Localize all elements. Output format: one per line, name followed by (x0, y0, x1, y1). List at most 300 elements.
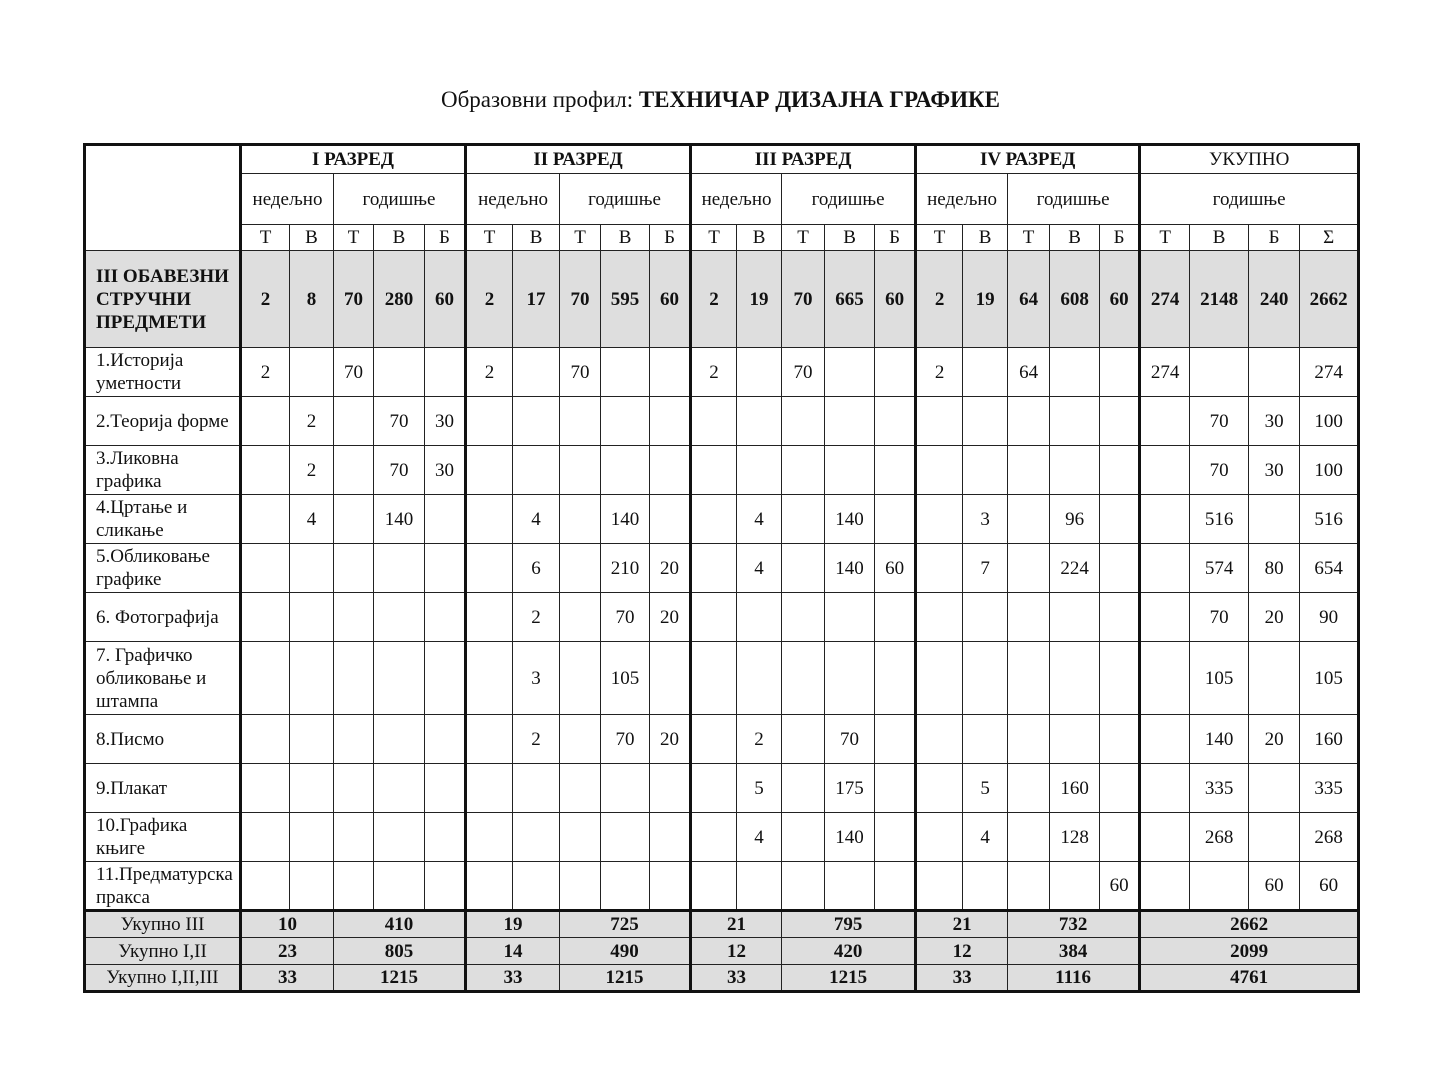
subject-value (334, 813, 374, 862)
section-value: 2 (466, 251, 513, 348)
totals-row (85, 911, 1359, 938)
totals-weekly: 14 (466, 938, 560, 965)
subject-value (466, 862, 513, 911)
subject-value (825, 446, 875, 495)
totals-yearly: 1116 (1008, 965, 1140, 992)
subject-value (1008, 544, 1050, 593)
section-value: 60 (425, 251, 466, 348)
subject-value (560, 593, 601, 642)
subject-value (916, 862, 963, 911)
section-value: 19 (737, 251, 782, 348)
subject-value: 335 (1190, 764, 1249, 813)
subject-value (691, 495, 737, 544)
subject-value: 140 (825, 544, 875, 593)
subject-value: 30 (425, 397, 466, 446)
subject-value (737, 593, 782, 642)
subject-value (241, 764, 290, 813)
yearly-header: годишње (1008, 174, 1140, 225)
subject-value (1249, 642, 1300, 715)
subject-value (737, 862, 782, 911)
subject-value (782, 495, 825, 544)
section-value: 64 (1008, 251, 1050, 348)
subject-value (1008, 495, 1050, 544)
subject-value (1100, 715, 1140, 764)
subject-value (290, 764, 334, 813)
subject-value (1140, 397, 1190, 446)
subject-value (782, 813, 825, 862)
subject-value (1249, 348, 1300, 397)
subject-value (1050, 593, 1100, 642)
subject-value (691, 397, 737, 446)
section-value: 70 (560, 251, 601, 348)
subject-value (1249, 813, 1300, 862)
subject-value (334, 495, 374, 544)
subject-value (916, 593, 963, 642)
subject-value (560, 715, 601, 764)
subject-value: 4 (963, 813, 1008, 862)
column-letter: В (737, 225, 782, 251)
subject-value (737, 348, 782, 397)
subject-value: 70 (1190, 593, 1249, 642)
subject-name: 11.Предматурска пракса (85, 862, 241, 911)
subject-value (1249, 764, 1300, 813)
subject-value: 100 (1300, 446, 1359, 495)
subject-value (1100, 397, 1140, 446)
section-value: 280 (374, 251, 425, 348)
subject-value (1249, 495, 1300, 544)
subject-value: 70 (374, 397, 425, 446)
subject-value (466, 397, 513, 446)
subject-value (374, 348, 425, 397)
totals-weekly: 12 (691, 938, 782, 965)
subject-value (241, 813, 290, 862)
subject-value (916, 495, 963, 544)
subject-value: 20 (1249, 715, 1300, 764)
totals-weekly: 10 (241, 911, 334, 938)
subject-value: 5 (963, 764, 1008, 813)
subject-value (601, 446, 650, 495)
subject-value: 70 (334, 348, 374, 397)
subject-value (334, 715, 374, 764)
subject-value (737, 397, 782, 446)
subject-value (691, 446, 737, 495)
subject-value: 140 (601, 495, 650, 544)
subject-value (601, 813, 650, 862)
subject-value (916, 764, 963, 813)
section-value: 665 (825, 251, 875, 348)
subject-value: 2 (691, 348, 737, 397)
totals-yearly: 725 (560, 911, 691, 938)
subject-value: 2 (737, 715, 782, 764)
subject-value: 160 (1300, 715, 1359, 764)
subject-value (560, 813, 601, 862)
subject-value (1100, 495, 1140, 544)
subject-value (1140, 593, 1190, 642)
subject-value: 60 (1249, 862, 1300, 911)
totals-label: Укупно I,II (85, 938, 241, 965)
subject-value (466, 593, 513, 642)
subject-value: 30 (1249, 397, 1300, 446)
totals-row (85, 965, 1359, 992)
subject-value (875, 593, 916, 642)
subject-value (1008, 642, 1050, 715)
subject-value: 96 (1050, 495, 1100, 544)
subject-value (963, 348, 1008, 397)
subject-value (374, 862, 425, 911)
section-value: 2148 (1190, 251, 1249, 348)
subject-value (782, 764, 825, 813)
subject-value (650, 813, 691, 862)
column-letter: Б (875, 225, 916, 251)
subject-value (374, 715, 425, 764)
totals-weekly: 33 (241, 965, 334, 992)
subject-value (601, 764, 650, 813)
subject-value (513, 446, 560, 495)
subject-name: 1.Историја уметности (85, 348, 241, 397)
subject-value (334, 544, 374, 593)
section-value: 70 (334, 251, 374, 348)
totals-label: Укупно III (85, 911, 241, 938)
subject-value (601, 348, 650, 397)
subject-value: 60 (1300, 862, 1359, 911)
subject-value (466, 544, 513, 593)
totals-label: Укупно I,II,III (85, 965, 241, 992)
section-value: 60 (875, 251, 916, 348)
section-row (85, 251, 1359, 348)
subject-value: 140 (825, 495, 875, 544)
totals-yearly: 795 (782, 911, 916, 938)
subject-value (513, 397, 560, 446)
subject-value: 210 (601, 544, 650, 593)
subject-value (241, 862, 290, 911)
subject-value (241, 397, 290, 446)
subject-value (425, 813, 466, 862)
subject-value (875, 715, 916, 764)
subject-value (466, 495, 513, 544)
subject-value (1008, 862, 1050, 911)
subject-value: 654 (1300, 544, 1359, 593)
column-letter: Т (560, 225, 601, 251)
subject-value (825, 862, 875, 911)
subject-value (374, 544, 425, 593)
subject-value: 4 (737, 813, 782, 862)
subject-value (782, 593, 825, 642)
totals-yearly: 1215 (560, 965, 691, 992)
subject-name: 3.Ликовна графика (85, 446, 241, 495)
section-value: 19 (963, 251, 1008, 348)
column-letter: В (290, 225, 334, 251)
subject-value (334, 593, 374, 642)
subject-value (825, 642, 875, 715)
subject-value: 574 (1190, 544, 1249, 593)
subject-value (374, 813, 425, 862)
subject-value: 4 (290, 495, 334, 544)
subject-value: 80 (1249, 544, 1300, 593)
header-corner (85, 145, 241, 251)
subject-value (691, 544, 737, 593)
subject-value (601, 862, 650, 911)
column-letter: Т (1140, 225, 1190, 251)
subject-value (374, 764, 425, 813)
totals-weekly: 33 (691, 965, 782, 992)
subject-value (916, 544, 963, 593)
subject-value (1008, 397, 1050, 446)
subject-value: 3 (513, 642, 560, 715)
subject-value (425, 544, 466, 593)
section-value: 608 (1050, 251, 1100, 348)
subject-value: 90 (1300, 593, 1359, 642)
subject-value (334, 642, 374, 715)
subject-value (241, 715, 290, 764)
subject-value (650, 495, 691, 544)
subject-value (560, 495, 601, 544)
subject-value (290, 544, 334, 593)
column-letter: Т (916, 225, 963, 251)
subject-value: 105 (601, 642, 650, 715)
subject-value (963, 397, 1008, 446)
weekly-header: недељно (916, 174, 1008, 225)
subject-value: 2 (916, 348, 963, 397)
subject-value: 60 (875, 544, 916, 593)
totals-weekly: 21 (691, 911, 782, 938)
subject-value (425, 862, 466, 911)
totals-weekly: 33 (916, 965, 1008, 992)
subject-value: 6 (513, 544, 560, 593)
subject-value: 2 (466, 348, 513, 397)
subject-value (374, 642, 425, 715)
subject-value (241, 446, 290, 495)
subject-value (513, 813, 560, 862)
column-letter: В (1190, 225, 1249, 251)
subject-value (963, 446, 1008, 495)
section-value: 2 (241, 251, 290, 348)
subject-value (241, 642, 290, 715)
totals-yearly: 1215 (782, 965, 916, 992)
column-letter: Б (425, 225, 466, 251)
subject-value: 128 (1050, 813, 1100, 862)
subject-value (374, 593, 425, 642)
subject-value (825, 593, 875, 642)
subject-value: 140 (1190, 715, 1249, 764)
subject-value: 5 (737, 764, 782, 813)
subject-value (916, 446, 963, 495)
subject-row (85, 544, 1359, 593)
totals-yearly: 410 (334, 911, 466, 938)
subject-value (560, 446, 601, 495)
subject-value (290, 642, 334, 715)
header-row-grades (85, 145, 1359, 174)
totals-yearly: 420 (782, 938, 916, 965)
subject-value: 140 (374, 495, 425, 544)
subject-value: 4 (737, 544, 782, 593)
totals-yearly: 805 (334, 938, 466, 965)
subject-row (85, 862, 1359, 911)
subject-value: 30 (1249, 446, 1300, 495)
totals-grand: 2662 (1140, 911, 1359, 938)
subject-value: 105 (1190, 642, 1249, 715)
column-letter: Т (782, 225, 825, 251)
subject-row (85, 495, 1359, 544)
totals-yearly: 1215 (334, 965, 466, 992)
subject-value (1008, 446, 1050, 495)
section-value: 8 (290, 251, 334, 348)
subject-value: 20 (650, 544, 691, 593)
column-letter: Б (650, 225, 691, 251)
section-value: 60 (1100, 251, 1140, 348)
subject-value (963, 862, 1008, 911)
subject-value (650, 862, 691, 911)
totals-grand: 2099 (1140, 938, 1359, 965)
subject-value (1140, 544, 1190, 593)
yearly-header: годишње (782, 174, 916, 225)
subject-value: 70 (1190, 446, 1249, 495)
section-value: 240 (1249, 251, 1300, 348)
subject-value (650, 397, 691, 446)
subject-value (650, 642, 691, 715)
subject-value (691, 593, 737, 642)
subject-value: 70 (601, 593, 650, 642)
subject-value (290, 715, 334, 764)
subject-value (560, 862, 601, 911)
totals-weekly: 19 (466, 911, 560, 938)
subject-value (1140, 446, 1190, 495)
subject-value: 335 (1300, 764, 1359, 813)
subject-value (560, 764, 601, 813)
subject-value (650, 348, 691, 397)
subject-value (560, 397, 601, 446)
column-letter: В (825, 225, 875, 251)
subject-value (513, 348, 560, 397)
column-letter: В (963, 225, 1008, 251)
total-yearly-header: годишње (1140, 174, 1359, 225)
subject-value (466, 813, 513, 862)
subject-row (85, 593, 1359, 642)
section-value: 2 (916, 251, 963, 348)
subject-value (560, 642, 601, 715)
subject-name: 2.Теорија форме (85, 397, 241, 446)
subject-value (601, 397, 650, 446)
subject-value: 2 (513, 593, 560, 642)
header-row-periods (85, 174, 1359, 225)
subject-value: 70 (560, 348, 601, 397)
grade-1-header: I РАЗРЕД (241, 145, 466, 174)
subject-name: 5.Обликовање графике (85, 544, 241, 593)
subject-value (650, 446, 691, 495)
subject-value: 7 (963, 544, 1008, 593)
subject-value (782, 642, 825, 715)
subject-value (1100, 348, 1140, 397)
subject-value (1100, 446, 1140, 495)
section-value: 2 (691, 251, 737, 348)
subject-value: 2 (290, 446, 334, 495)
subject-value: 70 (374, 446, 425, 495)
column-letter: В (374, 225, 425, 251)
subject-value (691, 715, 737, 764)
header-row-letters (85, 225, 1359, 251)
subject-value (1100, 642, 1140, 715)
subject-value: 4 (513, 495, 560, 544)
column-letter: Σ (1300, 225, 1359, 251)
subject-value: 100 (1300, 397, 1359, 446)
subject-name: 4.Цртање и сликање (85, 495, 241, 544)
subject-value: 2 (241, 348, 290, 397)
subject-value (782, 544, 825, 593)
subject-value: 30 (425, 446, 466, 495)
subject-value (963, 642, 1008, 715)
subject-value (875, 813, 916, 862)
column-letter: Т (691, 225, 737, 251)
subject-value (916, 642, 963, 715)
subject-value: 274 (1140, 348, 1190, 397)
subject-value (425, 715, 466, 764)
subject-value (650, 764, 691, 813)
subject-value (466, 764, 513, 813)
column-letter: Т (466, 225, 513, 251)
subject-value (1050, 862, 1100, 911)
subject-name: 6. Фотографија (85, 593, 241, 642)
subject-value (737, 642, 782, 715)
subject-value (691, 764, 737, 813)
subject-row (85, 446, 1359, 495)
subject-value (1100, 544, 1140, 593)
subject-value (334, 862, 374, 911)
subject-value (1008, 764, 1050, 813)
column-letter: Б (1249, 225, 1300, 251)
subject-value: 268 (1300, 813, 1359, 862)
subject-value (334, 764, 374, 813)
subject-value (290, 862, 334, 911)
subject-value (691, 642, 737, 715)
subject-value: 20 (1249, 593, 1300, 642)
totals-weekly: 12 (916, 938, 1008, 965)
column-letter: Т (1008, 225, 1050, 251)
subject-value: 70 (825, 715, 875, 764)
subject-value: 2 (290, 397, 334, 446)
subject-value (782, 397, 825, 446)
subject-value (916, 397, 963, 446)
column-letter: В (513, 225, 560, 251)
subject-value (560, 544, 601, 593)
subject-value (334, 397, 374, 446)
totals-weekly: 21 (916, 911, 1008, 938)
subject-value: 60 (1100, 862, 1140, 911)
section-label: III ОБАВЕЗНИ СТРУЧНИ ПРЕДМЕТИ (85, 251, 241, 348)
subject-value (875, 397, 916, 446)
totals-grand: 4761 (1140, 965, 1359, 992)
subject-value (1140, 813, 1190, 862)
subject-value (290, 593, 334, 642)
subject-value (290, 348, 334, 397)
subject-value (1008, 593, 1050, 642)
subject-row (85, 813, 1359, 862)
yearly-header: годишње (334, 174, 466, 225)
subject-value: 268 (1190, 813, 1249, 862)
subject-value: 20 (650, 715, 691, 764)
subject-value (875, 348, 916, 397)
subject-value: 274 (1300, 348, 1359, 397)
subject-value (916, 715, 963, 764)
subject-value (1008, 715, 1050, 764)
page-title (0, 84, 1441, 116)
grade-3-header: III РАЗРЕД (691, 145, 916, 174)
subject-value (513, 764, 560, 813)
subject-value (1050, 715, 1100, 764)
subject-value: 70 (1190, 397, 1249, 446)
subject-value (241, 495, 290, 544)
totals-row (85, 938, 1359, 965)
subject-value: 3 (963, 495, 1008, 544)
subject-value (1100, 593, 1140, 642)
